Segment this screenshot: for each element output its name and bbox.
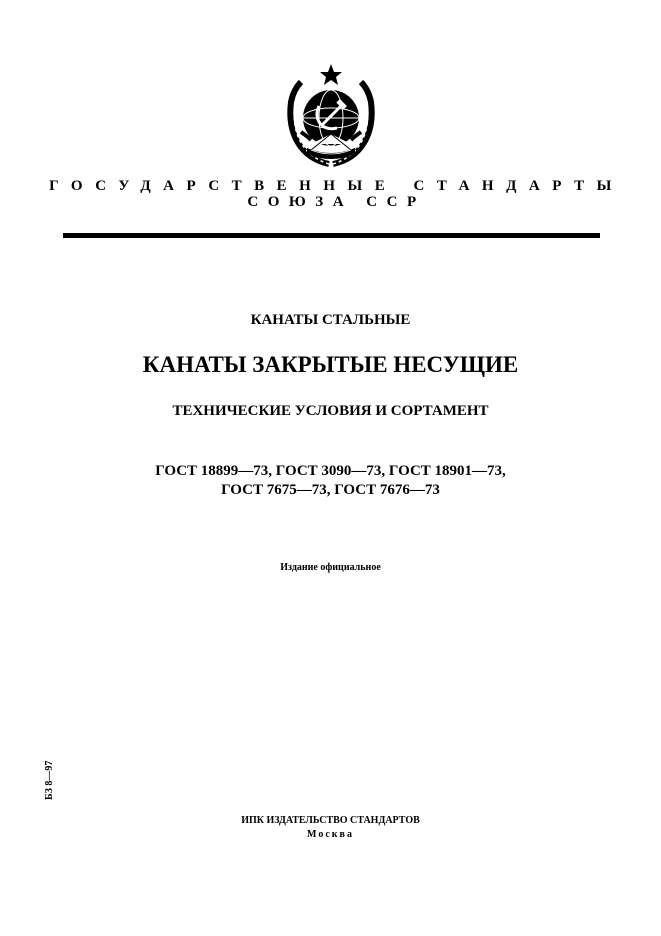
header-divider: [63, 233, 600, 238]
standards-header-line1: ГОСУДАРСТВЕННЫЕ СТАНДАРТЫ: [49, 178, 624, 194]
publisher-name: ИПК ИЗДАТЕЛЬСТВО СТАНДАРТОВ: [241, 815, 420, 826]
document-subtitle: ТЕХНИЧЕСКИЕ УСЛОВИЯ И СОРТАМЕНТ: [172, 403, 489, 419]
document-title: КАНАТЫ ЗАКРЫТЫЕ НЕСУЩИЕ: [142, 352, 519, 377]
gost-numbers-line2: ГОСТ 7675—73, ГОСТ 7676—73: [221, 482, 440, 498]
ussr-state-emblem-icon: [281, 62, 381, 170]
publisher-city: Москва: [307, 829, 354, 840]
series-title: КАНАТЫ СТАЛЬНЫЕ: [250, 312, 411, 328]
edition-note: Издание официальное: [280, 562, 381, 573]
standards-header-line2: СОЮЗА ССР: [247, 194, 426, 210]
gost-numbers-line1: ГОСТ 18899—73, ГОСТ 3090—73, ГОСТ 18901—73,: [155, 463, 506, 479]
side-code: БЗ 8—97: [44, 760, 55, 800]
